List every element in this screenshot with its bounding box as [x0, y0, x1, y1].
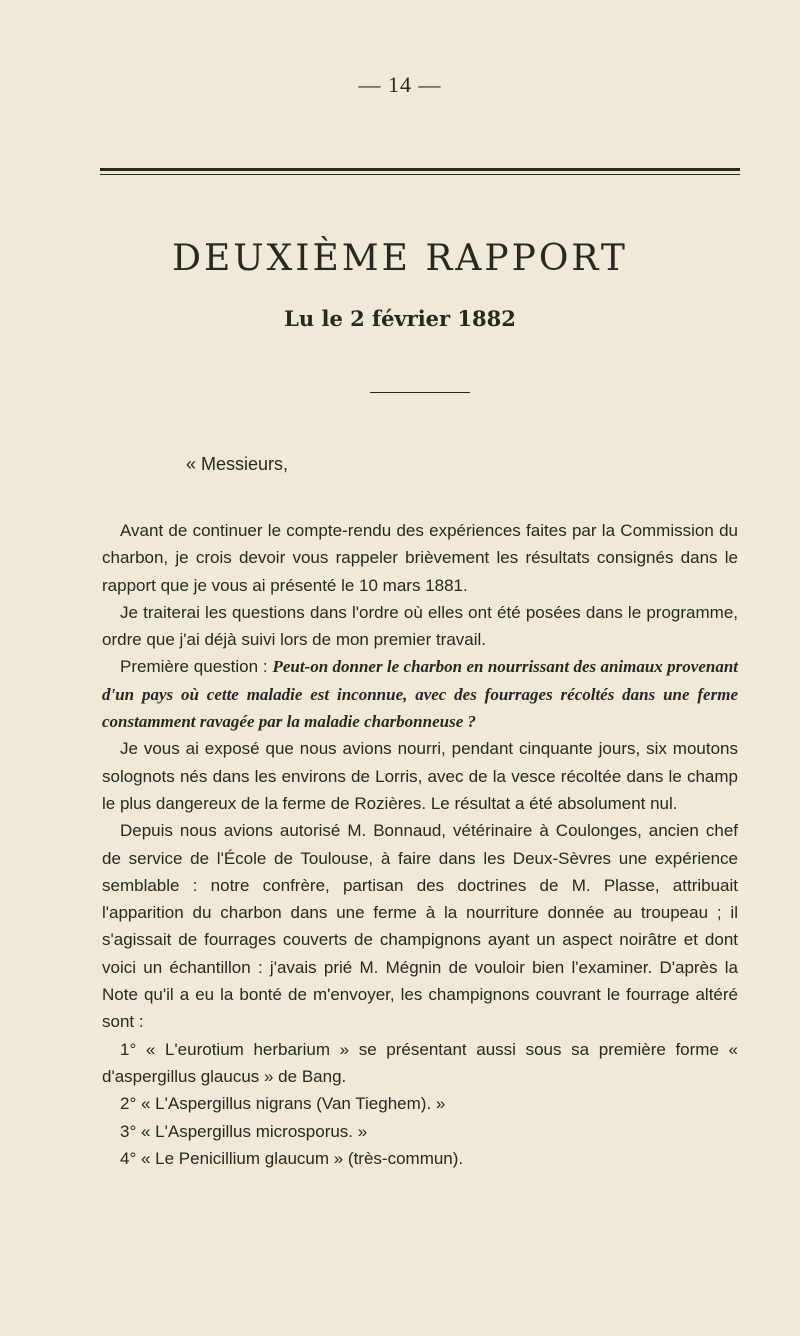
list-item: 4° « Le Penicillium glaucum » (très-commun). — [120, 1148, 464, 1168]
list-item: 1° « L'eurotium herbarium » se présentant aussi sous sa première forme « d'aspergillus glaucus » de Bang. — [102, 1039, 738, 1086]
ornament-divider — [370, 392, 470, 393]
paragraph: Je vous ai exposé que nous avions nourri, pendant cinquante jours, six moutons solognots nés dans les environs de Lorris, avec de la vesce récoltée dans le champ le plus dangereux de la ferme de Rozières. Le résultat a été absolument nul. — [102, 739, 738, 813]
header-rule-thin — [100, 174, 740, 175]
chapter-title: DEUXIÈME RAPPORT — [172, 238, 628, 279]
paragraph: Depuis nous avions autorisé M. Bonnaud, vétérinaire à Coulonges, ancien chef de service de l'École de Toulouse, à faire dans les Deux-Sèvres une expérience semblable : notre confrère, partisan des doctrines de M. Plasse, attribuait l'apparition du charbon dans une ferme à la nourriture donnée au troupeau ; il s'agissait de fourrages couverts de champignons ayant un aspect noirâtre et dont voici un échantillon : j'avais prié M. Mégnin de vouloir bien l'examiner. D'après la Note qu'il a eu la bonté de m'envoyer, les champignons couvrant le fourrage altéré sont : — [102, 821, 738, 1032]
chapter-subtitle: Lu le 2 février 1882 — [284, 306, 516, 331]
page-number: — 14 — — [358, 72, 442, 97]
body-text — [102, 517, 738, 1172]
salutation: « Messieurs, — [186, 454, 289, 474]
paragraph: Je traiterai les questions dans l'ordre où elles ont été posées dans le programme, ordre que j'ai déjà suivi lors de mon premier travail. — [102, 602, 738, 650]
paragraph: Avant de continuer le compte-rendu des expériences faites par la Commission du charbon, je crois devoir vous rappeler brièvement les résultats consignés dans le rapport que je vous ai présenté le 10 mars 1881. — [102, 521, 738, 595]
list-item: 3° « L'Aspergillus microsporus. » — [120, 1121, 368, 1141]
list-item: 2° « L'Aspergillus nigrans (Van Tieghem). » — [120, 1094, 446, 1114]
question-paragraph — [102, 653, 738, 735]
question-text: Peut-on donner le charbon en nourrissant des animaux provenant d'un pays où cette maladie est inconnue, avec des fourrages récoltés dans une ferme constamment ravagée par la maladie charbonneuse ? — [102, 657, 738, 732]
question-lead: Première question : — [120, 657, 273, 677]
header-rule — [100, 168, 740, 171]
